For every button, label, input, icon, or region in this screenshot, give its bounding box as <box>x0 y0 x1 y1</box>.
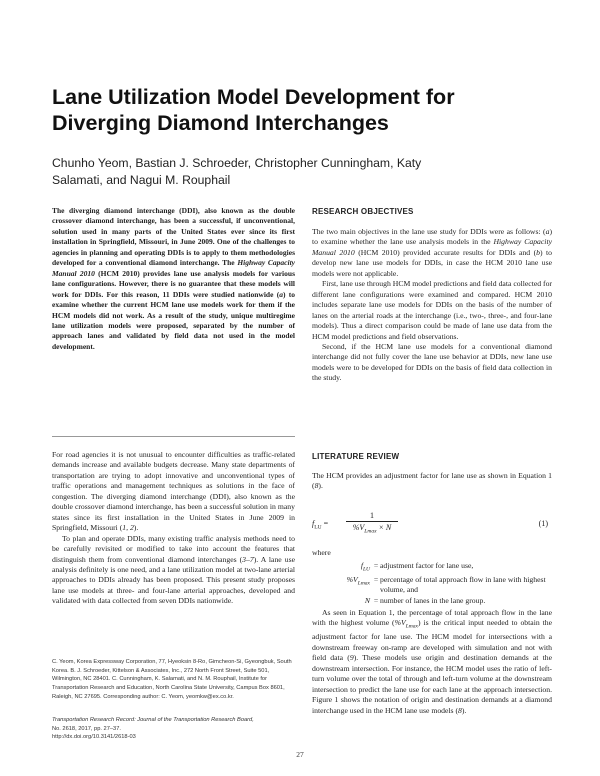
author-list: Chunho Yeom, Bastian J. Schroeder, Christopher Cunningham, Katy Salamati, and Nagui M. Rouphail <box>52 156 422 187</box>
abstract <box>52 206 295 352</box>
equation-1 <box>312 509 552 539</box>
body-text: (HCM 2010) provided accurate results for DDIs and ( <box>354 247 537 257</box>
equation-number: (1) <box>538 519 548 528</box>
body-paragraph <box>312 471 552 492</box>
intro-text: To plan and operate DDIs, many existing traffic analysis methods need to be carefully revisited or modified to take into account the features that distinguish them from conventional diamond interchanges ( <box>52 533 295 564</box>
intro-paragraph <box>52 534 295 607</box>
intro-text: ). <box>133 523 139 533</box>
body-text: ) to examine whether the lane use analysis models in the <box>312 227 552 247</box>
list-marker: b <box>536 247 540 257</box>
literature-review-body <box>312 608 552 716</box>
def-symbol <box>312 575 372 596</box>
journal-citation <box>52 716 295 742</box>
def-equals: = <box>373 574 379 584</box>
list-marker: a <box>545 227 550 236</box>
abstract-text: (HCM 2010) provides lane use analysis models for various lane configurations. However, there is no guarantee that these models will work for DDIs. For this reason, 11 DDIs were studied nationwide ( <box>52 268 295 299</box>
body-paragraph <box>312 608 552 716</box>
body-paragraph: Second, if the HCM lane use models for a conventional diamond interchange did not fully cover the lane use behavior at DDIs, new lane use models were to be developed for DDIs on the basis of field data collection in the study. <box>312 341 552 383</box>
abstract-item-a: a <box>279 289 283 299</box>
def-text: percentage of total approach flow in lane with highest volume, and <box>380 574 546 595</box>
def-symbol <box>312 561 372 575</box>
eq-denominator <box>346 522 398 535</box>
paper-title: Lane Utilization Model Development for Diverging Diamond Interchanges <box>52 85 455 135</box>
eq-symbol: %V <box>352 523 365 532</box>
intro-text: For road agencies it is not unusual to encounter difficulties as traffic-related demands increase and available budgets decrease. Many state departments of transportation are trying to adopt innovative and unconventional types of traffic operations and management techniques as solutions in the face of congestion. The diverging diamond interchange (DDI), also known as the double crossover diamond interchange, has been a successful solution in many states since its first installation in the United States in June 2009 in Springfield, Missouri ( <box>52 450 295 533</box>
body-text: The HCM provides an adjustment factor for lane use as shown in Equation 1 ( <box>312 471 552 491</box>
citation[interactable]: 8 <box>458 705 462 715</box>
def-equals: = <box>373 595 379 605</box>
abstract-divider <box>52 436 295 437</box>
eq-numerator: 1 <box>346 511 398 522</box>
intro-text: ). A lane use analysis definitely is one need, and a lane utilization model at two-lane arterial approaches to DDIs already has been proposed. This present study proposes lane use models at three- and four-lane arterial approaches, developed and validated with data collected from seven DDIs nationwide. <box>52 554 295 606</box>
body-paragraph <box>312 227 552 279</box>
def-symbol-text: f <box>360 561 363 570</box>
where-label: where <box>312 548 331 557</box>
citation[interactable]: 1, 2 <box>122 523 134 533</box>
manual-title: Highway Capacity Manual 2010 <box>312 237 552 257</box>
journal-issue: No. 2618, 2017, pp. 27–37. <box>52 725 121 732</box>
definition-row <box>312 596 552 606</box>
def-subscript: LU <box>362 566 370 573</box>
inline-symbol: %V <box>394 618 406 628</box>
def-subscript: Lmax <box>357 580 370 587</box>
abstract-text: The diverging diamond interchange (DDI), also known as the double crossover diamond interchange, has been a successful, if unconventional, solution used in many parts of the United States ever since its first installation in Springfield, Missouri, in June 2009. One of the challenges to agencies in planning and operating DDIs is to apply to them methodologies developed for a conventional diamond interchange. The <box>52 206 295 268</box>
eq-symbol: × N <box>376 523 392 532</box>
section-heading-research-objectives: RESEARCH OBJECTIVES <box>312 207 414 216</box>
citation[interactable]: 8 <box>314 481 319 491</box>
equation-lhs <box>312 519 328 531</box>
author-affiliations: C. Yeom, Korea Expressway Corporation, 77, Hyeoksin 8-Ro, Gimcheon-Si, Gyeongbuk, South Korea. B. J. Schroeder, Kittelson & Associates, Inc., 272 North Front Street, Suite 501, Wilmington, NC 28401. C. Cunningham, K. Salamati, and N. M. Rouphail, Institute for Transportation Research and Education, North Carolina State University, Campus Box 8601, Raleigh, NC 27695. Corresponding author: C. Yeom, yeomkw@ex.co.kr. <box>52 659 292 700</box>
abstract-text: ) to examine whether the current HCM lane use models work for them if the HCM models did not work. As a result of the study, unique multiregime lane utilization models were proposed, separated by the number of approach lanes and validated by field data not used in the model development. <box>52 289 295 351</box>
equation-fraction <box>346 511 398 535</box>
body-text: ). These models use origin and destination demands at the downstream intersection. For instance, the HCM model uses the ratio of left-turn volume over the total of through and left-turn volume at the downstream intersection to predict the lane use for each lane at the approach intersection. Figure 1 shows the notation of origin and destination demands at a diamond interchange used in the HCM lane use models ( <box>312 653 553 715</box>
def-text: adjustment factor for lane use, <box>380 561 474 570</box>
abstract-hcm-title: Highway Capacity Manual 2010 <box>52 258 295 278</box>
inline-subscript: Lmax <box>405 623 418 630</box>
body-text: ) is the critical input needed to obtain the adjustment factor for lane use. The HCM model for intersections with a downstream freeway on-ramp are developed with simulation and not with field data ( <box>312 618 553 663</box>
introduction <box>52 450 295 607</box>
def-symbol <box>312 596 372 606</box>
definition-row <box>312 561 552 575</box>
section-heading-literature-review: LITERATURE REVIEW <box>312 452 400 461</box>
citation[interactable]: 3–7 <box>242 554 254 564</box>
eq-equals: = <box>323 519 329 528</box>
page-number: 27 <box>296 750 304 759</box>
body-paragraph: First, lane use through HCM model predictions and field data collected for different lane configurations were examined and compared. HCM 2010 includes separate lane use models for DDIs on the basis of the number of lanes on the arterial roads at the interchange (i.e., two-, three-, and four-lane models). Thus a direct comparison could be made of lane use data from the HCM model predictions and field observations. <box>312 279 552 341</box>
definition-row <box>312 575 552 596</box>
def-equals: = <box>373 561 379 570</box>
def-text: number of lanes in the lane group. <box>380 595 486 605</box>
body-text: As seen in Equation 1, the percentage of total approach flow in the lane with the highest volume ( <box>312 608 552 628</box>
citation[interactable]: 9 <box>349 653 354 663</box>
def-symbol-text: %V <box>346 574 358 584</box>
literature-review-intro <box>312 471 552 492</box>
variable-definitions <box>312 561 552 606</box>
body-text: ). <box>318 481 323 491</box>
research-objectives-body <box>312 227 552 384</box>
intro-paragraph <box>52 450 295 534</box>
body-text: ). <box>461 705 467 715</box>
body-text: The two main objectives in the lane use study for DDIs were as follows: ( <box>312 227 546 236</box>
eq-subscript: LU <box>314 524 322 531</box>
def-symbol-text: N <box>364 595 370 605</box>
doi-link[interactable]: http://dx.doi.org/10.3141/2618-03 <box>52 734 136 741</box>
eq-subscript: Lmax <box>364 528 377 535</box>
body-text: ) to develop new lane use models for DDIs, in case the HCM 2010 lane use models were not applicable. <box>312 247 552 278</box>
journal-name: Transportation Research Record: Journal of the Transportation Research Board, <box>52 717 254 723</box>
eq-symbol: f <box>312 519 315 528</box>
